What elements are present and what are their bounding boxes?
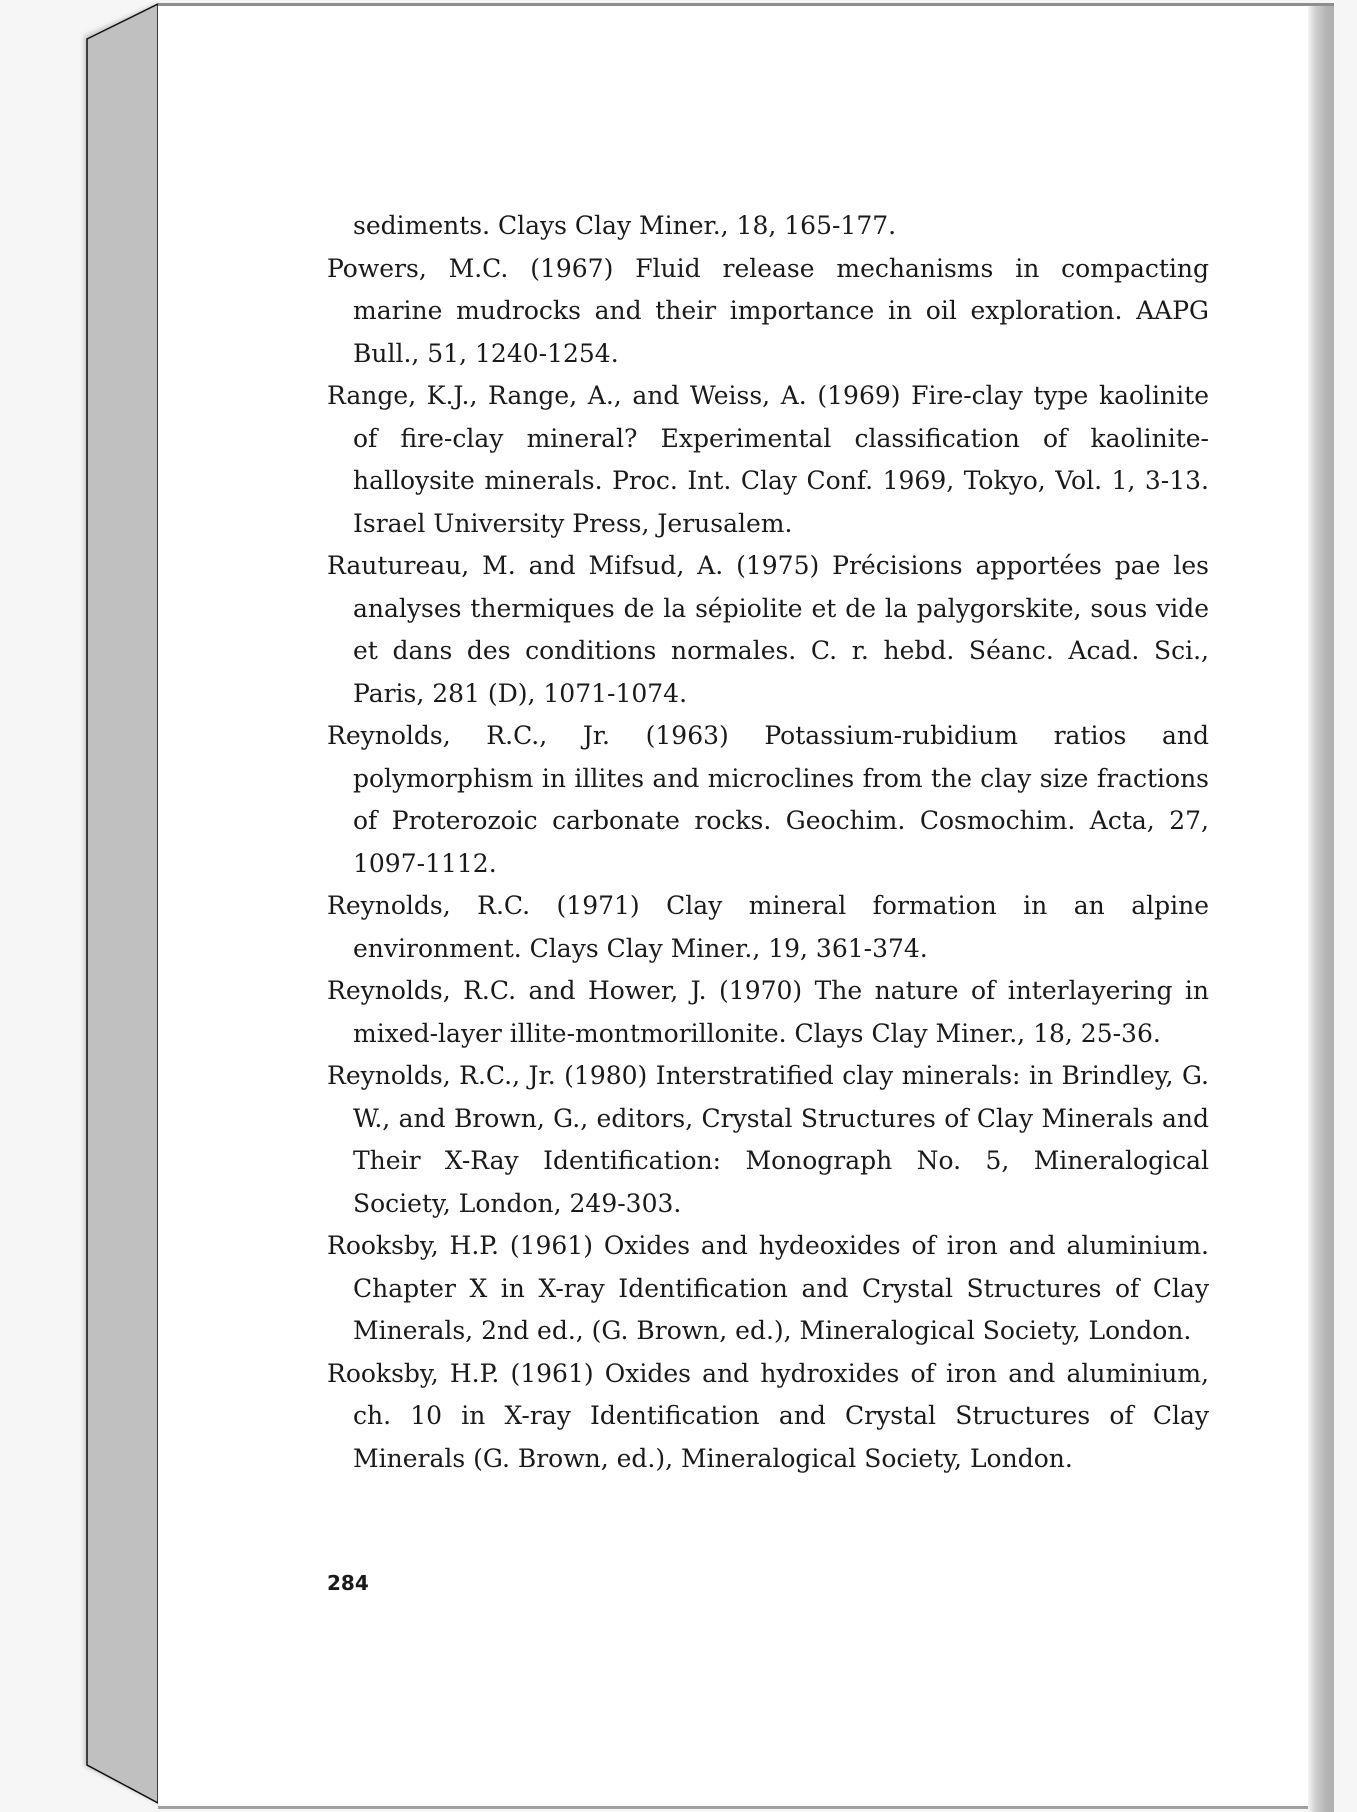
reference-entry: Rooksby, H.P. (1961) Oxides and hydroxides of iron and aluminium, ch. 10 in X-ray Identification and Crystal Structures of Clay Minerals (G. Brown, ed.), Mineralogical Society, London. xyxy=(327,1358,1209,1473)
spine-face xyxy=(87,4,158,1803)
page-number: 284 xyxy=(327,1571,369,1595)
reference-entry: Reynolds, R.C. (1971) Clay mineral formation in an alpine environment. Clays Clay Miner., 19, 361-374. xyxy=(327,891,1209,963)
reference-entry: Reynolds, R.C., Jr. (1963) Potassium-rubidium ratios and polymorphism in illites and microclines from the clay size fractions of Proterozoic carbonate rocks. Geochim. Cosmochim. Acta, 27, 1097-1112. xyxy=(327,721,1209,878)
reference-entry: Range, K.J., Range, A., and Weiss, A. (1969) Fire-clay type kaolinite of fire-clay mineral? Experimental classification of kaolinite-halloysite minerals. Proc. Int. Clay Conf. 1969, Tokyo, Vol. 1, 3-13. Israel University Press, Jerusalem. xyxy=(327,381,1209,538)
reference-entry: Reynolds, R.C. and Hower, J. (1970) The nature of interlayering in mixed-layer illite-montmorillonite. Clays Clay Miner., 18, 25-36. xyxy=(327,976,1209,1048)
page-edge-shadow xyxy=(1308,6,1334,1812)
reference-entry: Rooksby, H.P. (1961) Oxides and hydeoxides of iron and aluminium. Chapter X in X-ray Identification and Crystal Structures of Clay Minerals, 2nd ed., (G. Brown, ed.), Mineralogical Society, London. xyxy=(327,1231,1209,1345)
reference-list xyxy=(327,205,1209,1480)
reference-entry: Powers, M.C. (1967) Fluid release mechanisms in compacting marine mudrocks and their importance in oil exploration. AAPG Bull., 51, 1240-1254. xyxy=(327,253,1209,368)
reference-entry: Reynolds, R.C., Jr. (1980) Interstratified clay minerals: in Brindley, G. W., and Brown, G., editors, Crystal Structures of Clay Minerals and Their X-Ray Identification: Monograph No. 5, Mineralogical Society, London, 249-303. xyxy=(327,1061,1209,1218)
reference-entry: sediments. Clays Clay Miner., 18, 165-177. xyxy=(353,211,897,240)
reference-entry: Rautureau, M. and Mifsud, A. (1975) Précisions apportées pae les analyses thermiques de la sépiolite et de la palygorskite, sous vide et dans des conditions normales. C. r. hebd. Séanc. Acad. Sci., Paris, 281 (D), 1071-1074. xyxy=(327,551,1209,708)
